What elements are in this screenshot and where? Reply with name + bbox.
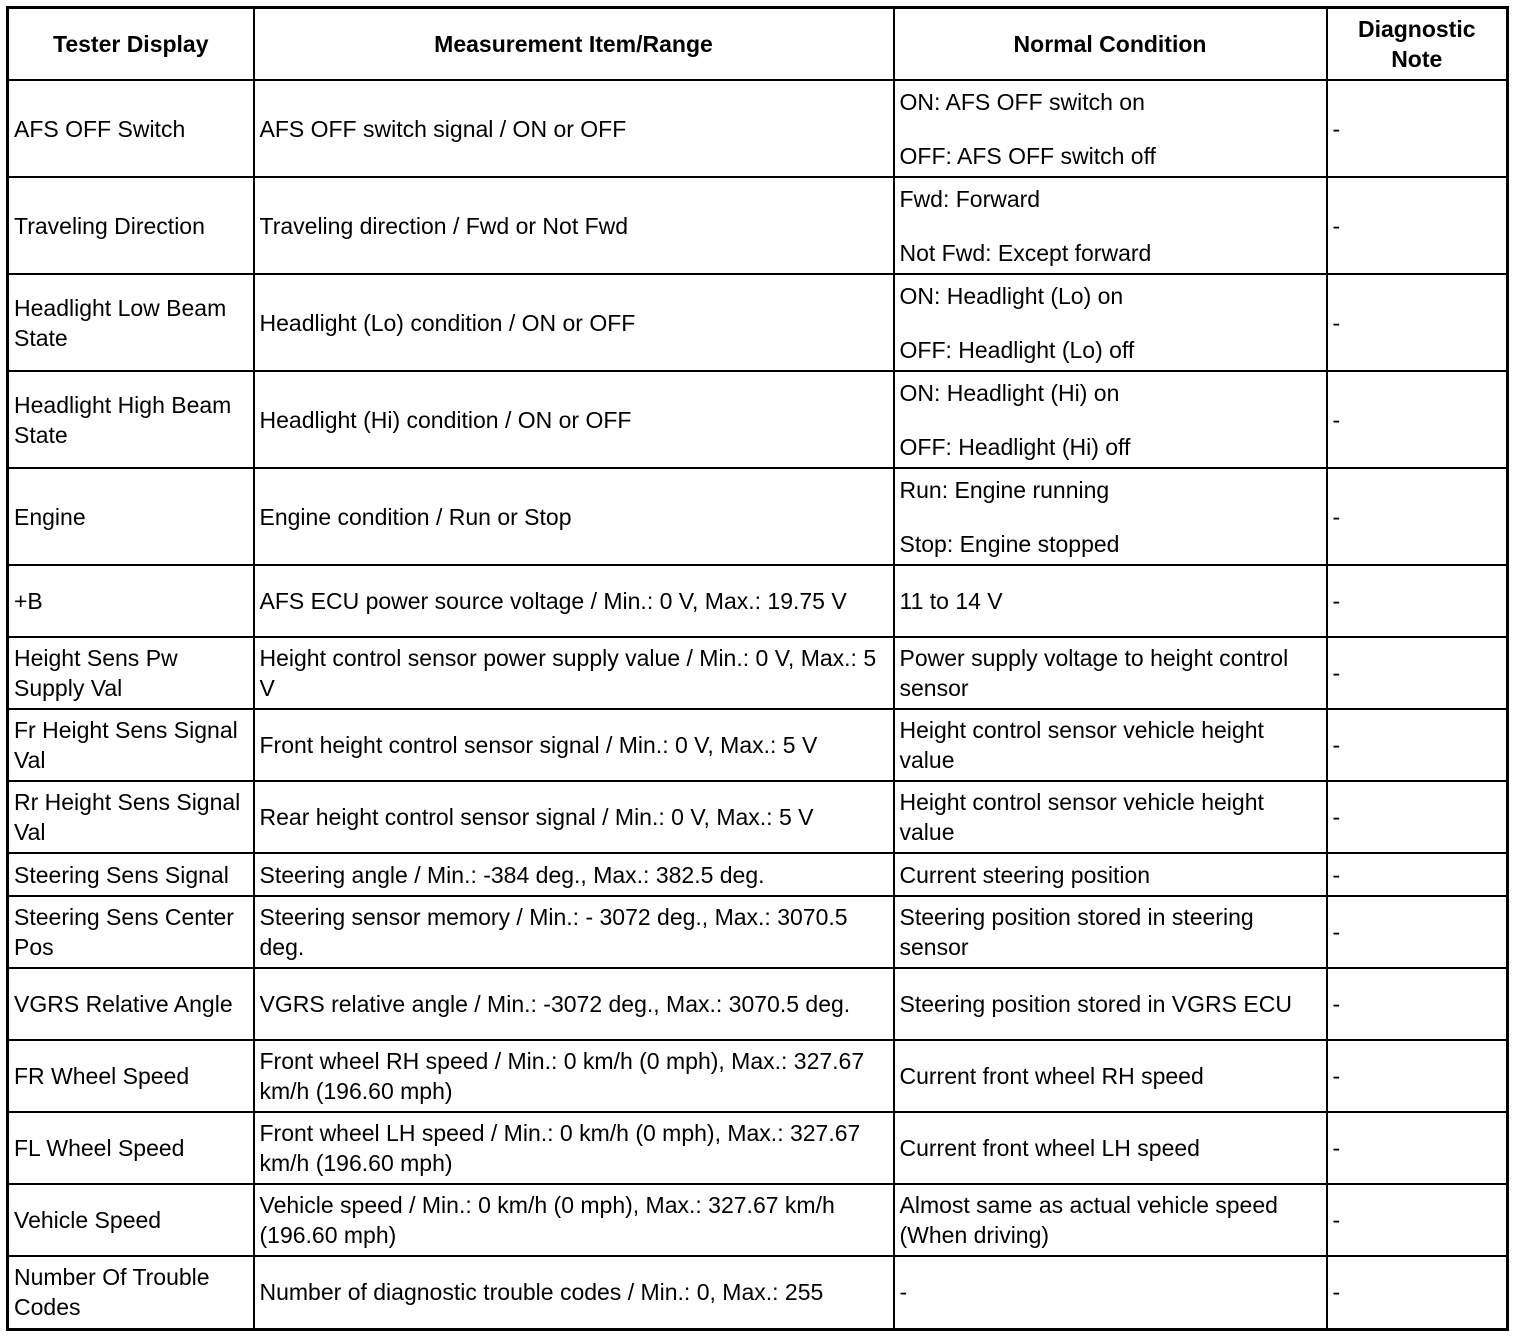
cell-normal-condition xyxy=(894,853,1327,896)
cell-measurement-item-range: Rear height control sensor signal / Min.: 0 V, Max.: 5 V xyxy=(254,781,894,853)
cell-normal-condition xyxy=(894,709,1327,781)
cell-normal-condition xyxy=(894,371,1327,468)
cell-measurement-item-range: Vehicle speed / Min.: 0 km/h (0 mph), Max.: 327.67 km/h (196.60 mph) xyxy=(254,1184,894,1256)
normal-condition-line: Height control sensor vehicle height value xyxy=(899,789,1264,845)
cell-tester-display: Height Sens Pw Supply Val xyxy=(8,637,254,709)
normal-condition-line: - xyxy=(899,1279,908,1306)
normal-condition-line: Current front wheel RH speed xyxy=(899,1063,1204,1089)
normal-condition-line: Stop: Engine stopped xyxy=(899,530,1120,557)
cell-measurement-item-range: Number of diagnostic trouble codes / Min.: 0, Max.: 255 xyxy=(254,1256,894,1329)
data-list-table xyxy=(6,6,1509,1331)
cell-diagnostic-note: - xyxy=(1327,1256,1508,1329)
cell-normal-condition xyxy=(894,968,1327,1040)
table-row xyxy=(8,565,1508,637)
cell-diagnostic-note: - xyxy=(1327,565,1508,637)
cell-normal-condition xyxy=(894,177,1327,274)
cell-tester-display: AFS OFF Switch xyxy=(8,80,254,177)
cell-measurement-item-range: Traveling direction / Fwd or Not Fwd xyxy=(254,177,894,274)
cell-tester-display: Steering Sens Center Pos xyxy=(8,896,254,968)
cell-normal-condition xyxy=(894,637,1327,709)
header-normal-condition: Normal Condition xyxy=(894,8,1327,81)
cell-diagnostic-note: - xyxy=(1327,968,1508,1040)
table-row xyxy=(8,1040,1508,1112)
table-body xyxy=(8,80,1508,1329)
table-row xyxy=(8,1256,1508,1329)
table-row xyxy=(8,637,1508,709)
cell-normal-condition xyxy=(894,274,1327,371)
cell-measurement-item-range: Steering angle / Min.: -384 deg., Max.: 382.5 deg. xyxy=(254,853,894,896)
normal-condition-line: Run: Engine running xyxy=(899,476,1110,503)
table-row xyxy=(8,274,1508,371)
table-row xyxy=(8,80,1508,177)
cell-normal-condition xyxy=(894,80,1327,177)
table-row xyxy=(8,177,1508,274)
normal-condition-line: Almost same as actual vehicle speed (When driving) xyxy=(899,1192,1278,1248)
cell-diagnostic-note: - xyxy=(1327,177,1508,274)
line-gap xyxy=(900,214,1321,238)
cell-measurement-item-range: AFS OFF switch signal / ON or OFF xyxy=(254,80,894,177)
line-gap xyxy=(900,311,1321,335)
cell-tester-display: VGRS Relative Angle xyxy=(8,968,254,1040)
cell-measurement-item-range: Front wheel RH speed / Min.: 0 km/h (0 mph), Max.: 327.67 km/h (196.60 mph) xyxy=(254,1040,894,1112)
table-row xyxy=(8,1184,1508,1256)
table-row xyxy=(8,853,1508,896)
table-row xyxy=(8,896,1508,968)
normal-condition-line: Current front wheel LH speed xyxy=(899,1135,1200,1161)
line-gap xyxy=(900,505,1321,529)
header-diagnostic-note: Diagnostic Note xyxy=(1327,8,1508,81)
cell-diagnostic-note: - xyxy=(1327,80,1508,177)
cell-normal-condition xyxy=(894,565,1327,637)
cell-measurement-item-range: VGRS relative angle / Min.: -3072 deg., Max.: 3070.5 deg. xyxy=(254,968,894,1040)
cell-tester-display: Number Of Trouble Codes xyxy=(8,1256,254,1329)
cell-tester-display: Rr Height Sens Signal Val xyxy=(8,781,254,853)
normal-condition-line: 11 to 14 V xyxy=(899,588,1003,614)
table-row xyxy=(8,371,1508,468)
line-gap xyxy=(900,117,1321,141)
cell-diagnostic-note: - xyxy=(1327,371,1508,468)
cell-measurement-item-range: Steering sensor memory / Min.: - 3072 deg., Max.: 3070.5 deg. xyxy=(254,896,894,968)
cell-measurement-item-range: Headlight (Hi) condition / ON or OFF xyxy=(254,371,894,468)
cell-normal-condition xyxy=(894,1184,1327,1256)
cell-diagnostic-note: - xyxy=(1327,1184,1508,1256)
cell-diagnostic-note: - xyxy=(1327,637,1508,709)
cell-measurement-item-range: AFS ECU power source voltage / Min.: 0 V, Max.: 19.75 V xyxy=(254,565,894,637)
normal-condition-line: ON: AFS OFF switch on xyxy=(899,88,1145,115)
header-tester-display: Tester Display xyxy=(8,8,254,81)
cell-normal-condition xyxy=(894,1256,1327,1329)
line-gap xyxy=(900,408,1321,432)
normal-condition-line: Current steering position xyxy=(899,861,1151,888)
cell-diagnostic-note: - xyxy=(1327,781,1508,853)
cell-diagnostic-note: - xyxy=(1327,1112,1508,1184)
cell-tester-display: +B xyxy=(8,565,254,637)
cell-tester-display: Vehicle Speed xyxy=(8,1184,254,1256)
cell-tester-display: Traveling Direction xyxy=(8,177,254,274)
normal-condition-line: Fwd: Forward xyxy=(899,185,1041,212)
table-row xyxy=(8,468,1508,565)
cell-diagnostic-note: - xyxy=(1327,709,1508,781)
cell-normal-condition xyxy=(894,896,1327,968)
cell-tester-display: FR Wheel Speed xyxy=(8,1040,254,1112)
cell-tester-display: Headlight High Beam State xyxy=(8,371,254,468)
cell-measurement-item-range: Front height control sensor signal / Min.: 0 V, Max.: 5 V xyxy=(254,709,894,781)
normal-condition-line: ON: Headlight (Hi) on xyxy=(899,379,1120,406)
cell-measurement-item-range: Headlight (Lo) condition / ON or OFF xyxy=(254,274,894,371)
cell-measurement-item-range: Height control sensor power supply value / Min.: 0 V, Max.: 5 V xyxy=(254,637,894,709)
cell-measurement-item-range: Front wheel LH speed / Min.: 0 km/h (0 mph), Max.: 327.67 km/h (196.60 mph) xyxy=(254,1112,894,1184)
cell-normal-condition xyxy=(894,1040,1327,1112)
normal-condition-line: Steering position stored in VGRS ECU xyxy=(899,991,1292,1017)
normal-condition-line: Power supply voltage to height control sensor xyxy=(899,645,1289,701)
cell-normal-condition xyxy=(894,1112,1327,1184)
table-row xyxy=(8,709,1508,781)
normal-condition-line: Not Fwd: Except forward xyxy=(899,239,1152,266)
table-row xyxy=(8,1112,1508,1184)
normal-condition-line: OFF: Headlight (Hi) off xyxy=(899,433,1131,460)
cell-diagnostic-note: - xyxy=(1327,853,1508,896)
cell-measurement-item-range: Engine condition / Run or Stop xyxy=(254,468,894,565)
cell-diagnostic-note: - xyxy=(1327,896,1508,968)
cell-diagnostic-note: - xyxy=(1327,274,1508,371)
cell-diagnostic-note: - xyxy=(1327,1040,1508,1112)
table-row xyxy=(8,781,1508,853)
cell-tester-display: Fr Height Sens Signal Val xyxy=(8,709,254,781)
header-row xyxy=(8,8,1508,81)
normal-condition-line: Height control sensor vehicle height value xyxy=(899,717,1264,773)
cell-tester-display: Steering Sens Signal xyxy=(8,853,254,896)
table-row xyxy=(8,968,1508,1040)
cell-normal-condition xyxy=(894,468,1327,565)
normal-condition-line: OFF: AFS OFF switch off xyxy=(899,142,1156,169)
header-measurement-item-range: Measurement Item/Range xyxy=(254,8,894,81)
cell-tester-display: Engine xyxy=(8,468,254,565)
cell-tester-display: Headlight Low Beam State xyxy=(8,274,254,371)
cell-tester-display: FL Wheel Speed xyxy=(8,1112,254,1184)
cell-normal-condition xyxy=(894,781,1327,853)
normal-condition-line: OFF: Headlight (Lo) off xyxy=(899,336,1135,363)
cell-diagnostic-note: - xyxy=(1327,468,1508,565)
normal-condition-line: ON: Headlight (Lo) on xyxy=(899,282,1124,309)
normal-condition-line: Steering position stored in steering sensor xyxy=(899,904,1254,960)
